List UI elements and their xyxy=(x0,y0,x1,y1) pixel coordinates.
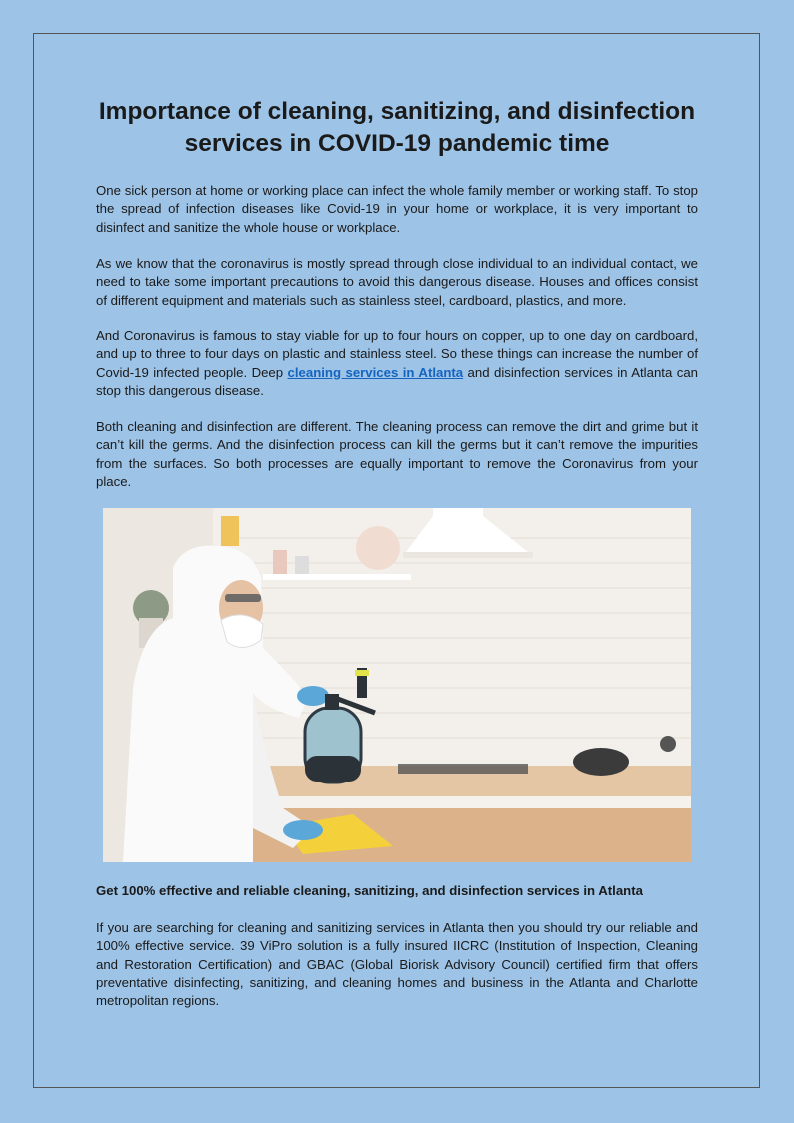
cleaning-services-link[interactable]: cleaning services in Atlanta xyxy=(287,364,464,380)
services-subheading: Get 100% effective and reliable cleaning, sanitizing, and disinfection services in Atlanta xyxy=(96,883,643,898)
cleaning-worker-photo xyxy=(103,508,691,862)
paragraph-4: Both cleaning and disinfection are different. The cleaning process can remove the dirt and grime but it can’t kill the germs. And the disinfection process can kill the germs but it can’t remove the impurities from the surfaces. So both processes are equally important to remove the Coronavirus from your place. xyxy=(96,419,698,489)
paragraph-3 xyxy=(96,327,698,400)
article-title: Importance of cleaning, sanitizing, and disinfection services in COVID-19 pandemic time xyxy=(98,98,696,157)
paragraph-3-text-end: and disinfection services in Atlanta can stop this dangerous disease. xyxy=(96,364,698,398)
paragraph-3-text-start: And Coronavirus is famous to stay viable for up to four hours on copper, up to one day on cardboard, and up to three to four days on plastic and stainless steel. So these things can increase the number of Covid-19 infected people. Deep xyxy=(96,328,698,380)
paragraph-1: One sick person at home or working place can infect the whole family member or working staff. To stop the spread of infection diseases like Covid-19 in your home or workplace, it is very important to disinfect and sanitize the whole house or workplace. xyxy=(96,183,698,235)
paragraph-2: As we know that the coronavirus is mostly spread through close individual to an individual contact, we need to take some important precautions to avoid this dangerous disease. Houses and offices consist of different equipment and materials such as stainless steel, cardboard, plastics, and more. xyxy=(96,256,698,308)
paragraph-5: If you are searching for cleaning and sanitizing services in Atlanta then you should try our reliable and 100% effective service. 39 ViPro solution is a fully insured IICRC (Institution of Inspection, Cleaning and Restoration Certification) and GBAC (Global Biorisk Advisory Council) certified firm that offers preventative disinfecting, sanitizing, and cleaning homes and business in the Atlanta and Charlotte metropolitan regions. xyxy=(96,920,698,1009)
